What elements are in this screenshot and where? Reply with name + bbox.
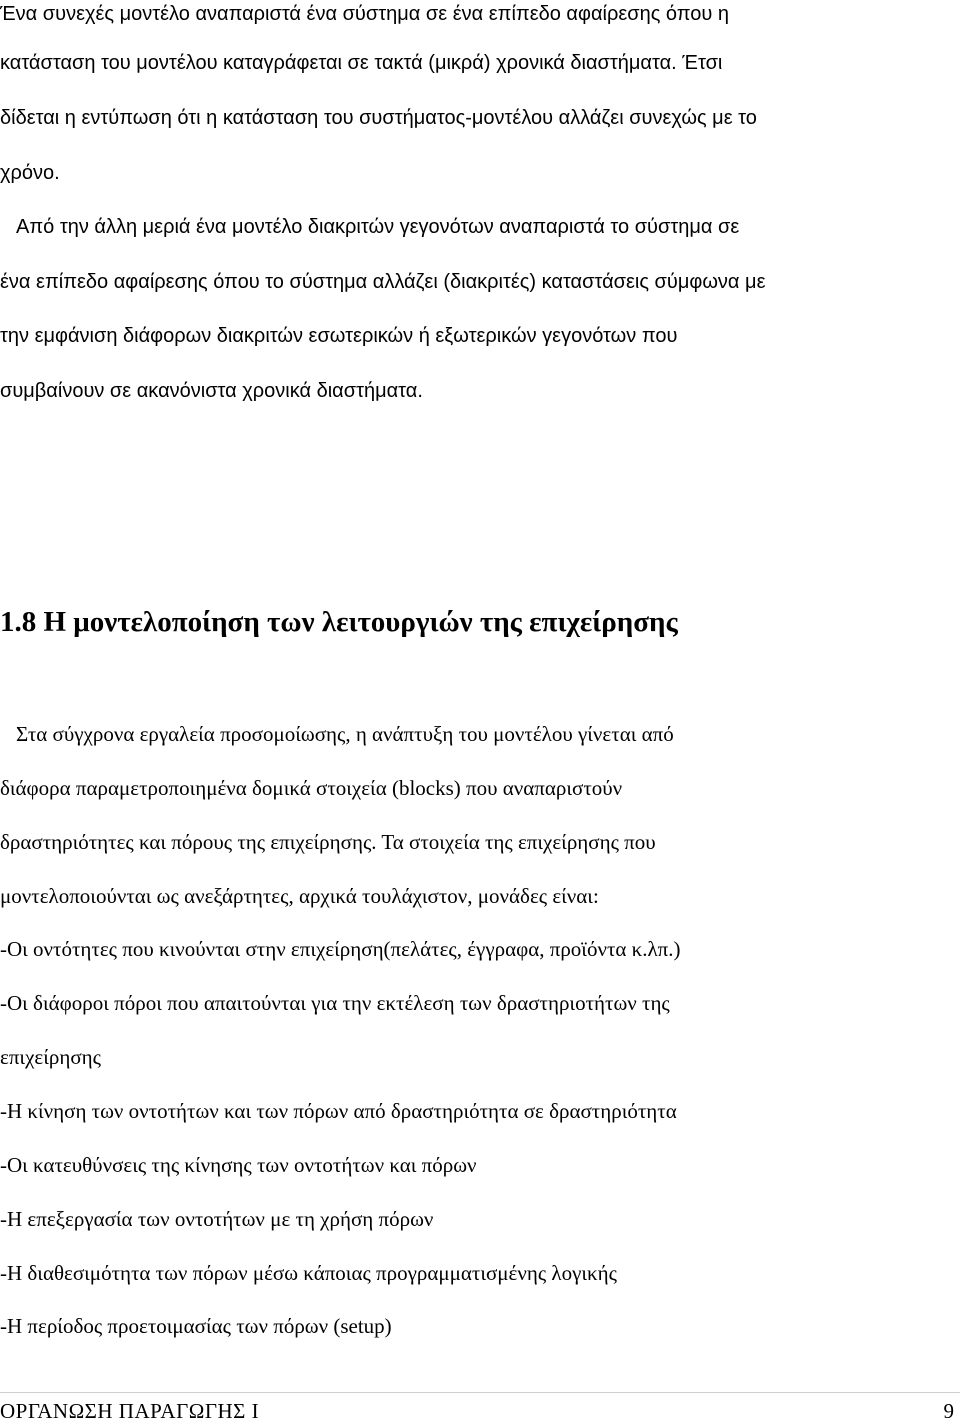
- footer-divider: [0, 1392, 960, 1393]
- list-item: -Οι κατευθύνσεις της κίνησης των οντοτήτων και πόρων: [0, 1153, 477, 1177]
- paragraph-discrete-line: συμβαίνουν σε ακανόνιστα χρονικά διαστήματα.: [0, 380, 423, 402]
- section-heading: 1.8 Η μοντελοποίηση των λειτουργιών της επιχείρησης: [0, 606, 678, 638]
- list-item: -Οι διάφοροι πόροι που απαιτούνται για την εκτέλεση των δραστηριοτήτων της: [0, 991, 670, 1015]
- paragraph-blocks-line: διάφορα παραμετροποιημένα δομικά στοιχεία (blocks) που αναπαριστούν: [0, 776, 623, 800]
- list-item: -Η διαθεσιμότητα των πόρων μέσω κάποιας προγραμματισμένης λογικής: [0, 1261, 617, 1285]
- paragraph-continuous-line: χρόνο.: [0, 162, 60, 184]
- footer-title: ΟΡΓΑΝΩΣΗ ΠΑΡΑΓΩΓΗΣ Ι: [0, 1399, 260, 1423]
- list-item: -Η περίοδος προετοιμασίας των πόρων (setup): [0, 1314, 392, 1338]
- paragraph-continuous-line: Ένα συνεχές μοντέλο αναπαριστά ένα σύστημα σε ένα επίπεδο αφαίρεσης όπου η: [0, 3, 730, 25]
- paragraph-discrete-line: ένα επίπεδο αφαίρεσης όπου το σύστημα αλλάζει (διακριτές) καταστάσεις σύμφωνα με: [0, 271, 766, 293]
- paragraph-discrete-line: την εμφάνιση διάφορων διακριτών εσωτερικών ή εξωτερικών γεγονότων που: [0, 325, 678, 347]
- paragraph-blocks-line: δραστηριότητες και πόρους της επιχείρησης. Τα στοιχεία της επιχείρησης που: [0, 830, 656, 854]
- paragraph-blocks-line: μοντελοποιούνται ως ανεξάρτητες, αρχικά τουλάχιστον, μονάδες είναι:: [0, 884, 599, 908]
- paragraph-blocks-line: Στα σύγχρονα εργαλεία προσομοίωσης, η ανάπτυξη του μοντέλου γίνεται από: [16, 722, 674, 746]
- list-item: -Η κίνηση των οντοτήτων και των πόρων από δραστηριότητα σε δραστηριότητα: [0, 1099, 677, 1123]
- page-number: 9: [943, 1399, 954, 1423]
- list-item: επιχείρησης: [0, 1045, 101, 1069]
- paragraph-continuous-line: κατάσταση του μοντέλου καταγράφεται σε τακτά (μικρά) χρονικά διαστήματα. Έτσι: [0, 52, 723, 74]
- paragraph-continuous-line: δίδεται η εντύπωση ότι η κατάσταση του συστήματος-μοντέλου αλλάζει συνεχώς με το: [0, 107, 757, 129]
- list-item: -Οι οντότητες που κινούνται στην επιχείρηση(πελάτες, έγγραφα, προϊόντα κ.λπ.): [0, 937, 681, 961]
- list-item: -Η επεξεργασία των οντοτήτων με τη χρήση πόρων: [0, 1207, 434, 1231]
- paragraph-discrete-line: Από την άλλη μεριά ένα μοντέλο διακριτών γεγονότων αναπαριστά το σύστημα σε: [16, 216, 740, 238]
